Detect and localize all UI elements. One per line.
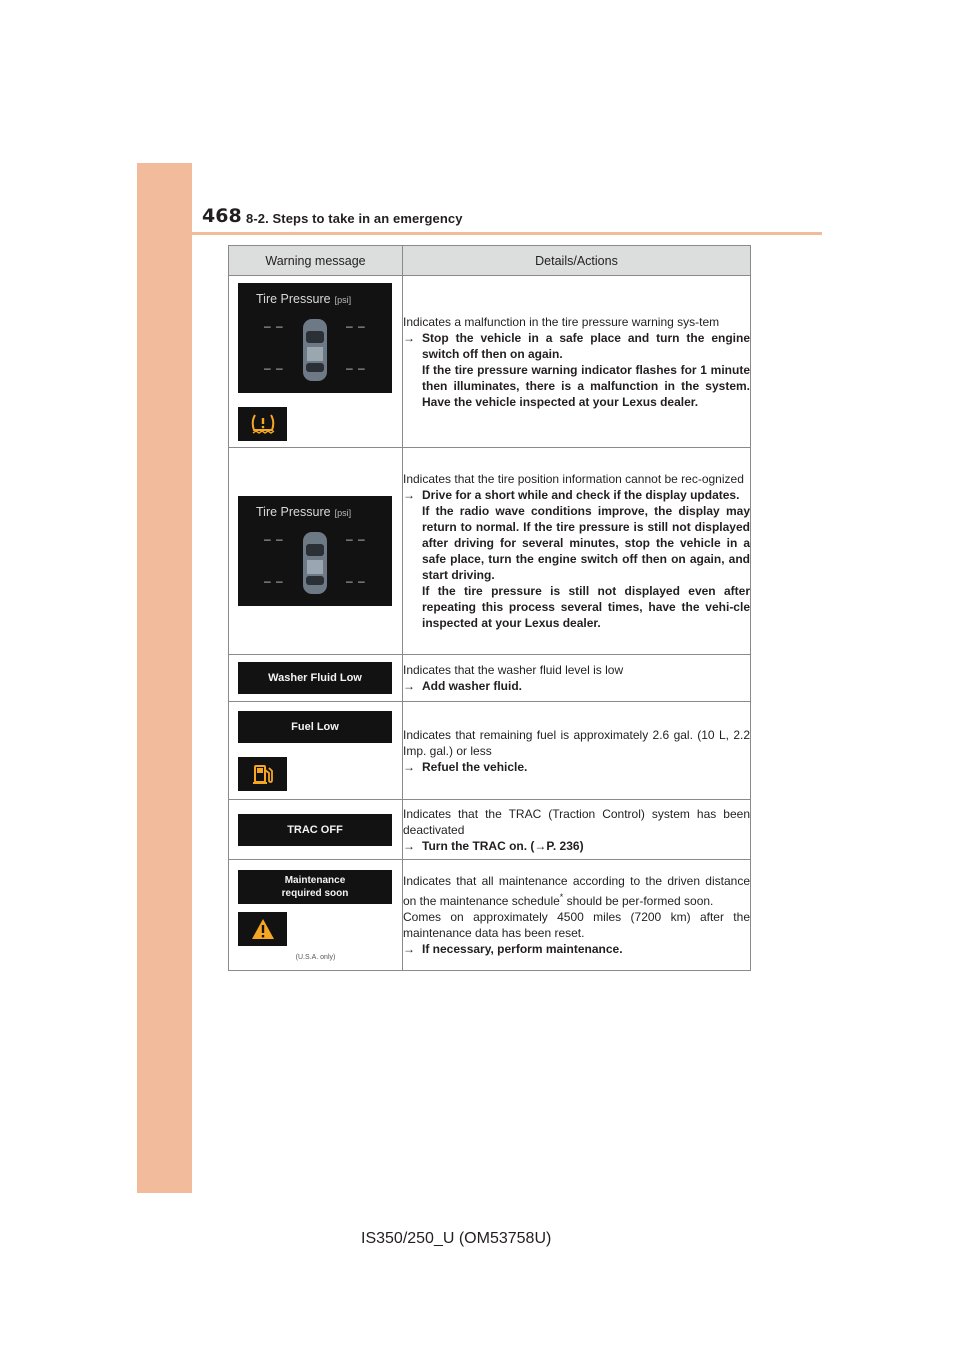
details-intro: Indicates that the tire position information cannot be rec-ognized [403,472,744,486]
front-right-pressure: – – [346,532,366,546]
details-action: → If necessary, perform maintenance. [403,942,623,956]
details-cell [403,448,751,655]
front-left-pressure: – – [264,318,284,333]
table-header-row [229,246,751,276]
column-header-details-actions: Details/Actions [403,246,751,276]
details-intro: Indicates that the washer fluid level is low [403,663,624,677]
details-action: → Drive for a short while and check if the display updates. [403,488,740,502]
fuel-pump-icon [251,762,275,786]
details-cell [403,702,751,800]
tire-pressure-warning-indicator [238,407,287,441]
tire-pressure-title: Tire Pressure [256,291,331,306]
warning-message-table [228,245,751,971]
warning-image-cell [229,448,403,655]
tire-pressure-warning-icon [250,412,276,436]
rear-right-pressure: – – [346,574,366,588]
warning-image-cell [229,702,403,800]
warning-image-cell [229,800,403,860]
column-header-warning-message: Warning message [229,246,403,276]
arrow-icon: → [403,330,415,345]
footnote-asterisk: * [559,892,564,902]
arrow-icon: → [403,488,415,502]
table-row [229,655,751,702]
arrow-icon: → [403,942,415,956]
details-intro: Indicates that all maintenance according to the driven distance on the maintenance schedule* should be per-formed soon. [403,874,750,908]
details-action: → Stop the vehicle in a safe place and turn the engine switch off then on again. [403,330,750,361]
rear-right-pressure: – – [346,360,366,375]
car-top-view-icon [300,530,330,596]
section-title: 8-2. Steps to take in an emergency [246,211,463,226]
details-intro-2: Comes on approximately 4500 miles (7200 km) after the maintenance data has been reset. [403,910,750,940]
details-extra: If the tire pressure is still not displayed even after repeating this process several times, have the vehi-cle inspected at your Lexus dealer. [422,584,750,630]
table-row [229,702,751,800]
tire-pressure-unit: [psi] [334,508,352,518]
chapter-side-band [137,163,192,1193]
details-action: → Turn the TRAC on. (→P. 236) [403,838,584,853]
tire-pressure-display [238,283,392,393]
warning-image-cell [229,276,403,448]
fuel-low-message: Fuel Low [238,711,392,743]
rear-left-pressure: – – [264,574,284,588]
table-row [229,276,751,448]
arrow-icon: → [403,838,415,853]
details-cell [403,655,751,702]
front-left-pressure: – – [264,532,284,546]
washer-fluid-low-message: Washer Fluid Low [238,662,392,694]
details-intro: Indicates a malfunction in the tire pressure warning sys-tem [403,314,720,329]
rear-left-pressure: – – [264,360,284,375]
page-number: 468 [202,205,242,227]
model-code: IS350/250_U (OM53758U) [361,1230,552,1247]
maintenance-required-soon-message: Maintenance required soon [238,870,392,904]
trac-off-message: TRAC OFF [238,814,392,846]
master-warning-indicator [238,912,287,946]
details-action: → Add washer fluid. [403,679,523,693]
car-top-view-icon [300,317,330,383]
table-row [229,800,751,860]
table-row [229,448,751,655]
header-rule [192,232,822,235]
warning-image-cell [229,860,403,971]
tire-pressure-display [238,496,392,606]
tire-pressure-title: Tire Pressure [256,505,331,519]
arrow-icon: → [403,679,415,693]
fuel-warning-indicator [238,757,287,791]
table-row [229,860,751,971]
details-extra: If the tire pressure warning indicator flashes for 1 minute then illuminates, there is a malfunction in the system. Have the vehicle inspected at your Lexus dealer. [422,362,750,409]
front-right-pressure: – – [346,318,366,333]
details-extra: If the radio wave conditions improve, the display may return to normal. If the tire pressure is still not displayed after driving for several minutes, stop the vehicle in a safe place, turn the engine switch off then on again, and start driving. [422,504,750,582]
master-warning-triangle-icon [250,917,276,941]
details-cell [403,276,751,448]
details-intro: Indicates that remaining fuel is approximately 2.6 gal. (10 L, 2.2 Imp. gal.) or less [403,727,750,758]
arrow-icon: → [403,759,415,774]
tire-pressure-unit: [psi] [334,294,352,305]
details-intro: Indicates that the TRAC (Traction Control) system has been deactivated [403,806,750,837]
warning-image-cell [229,655,403,702]
details-action: → Refuel the vehicle. [403,759,528,774]
details-cell [403,800,751,860]
region-note: (U.S.A. only) [295,953,336,961]
details-cell [403,860,751,971]
